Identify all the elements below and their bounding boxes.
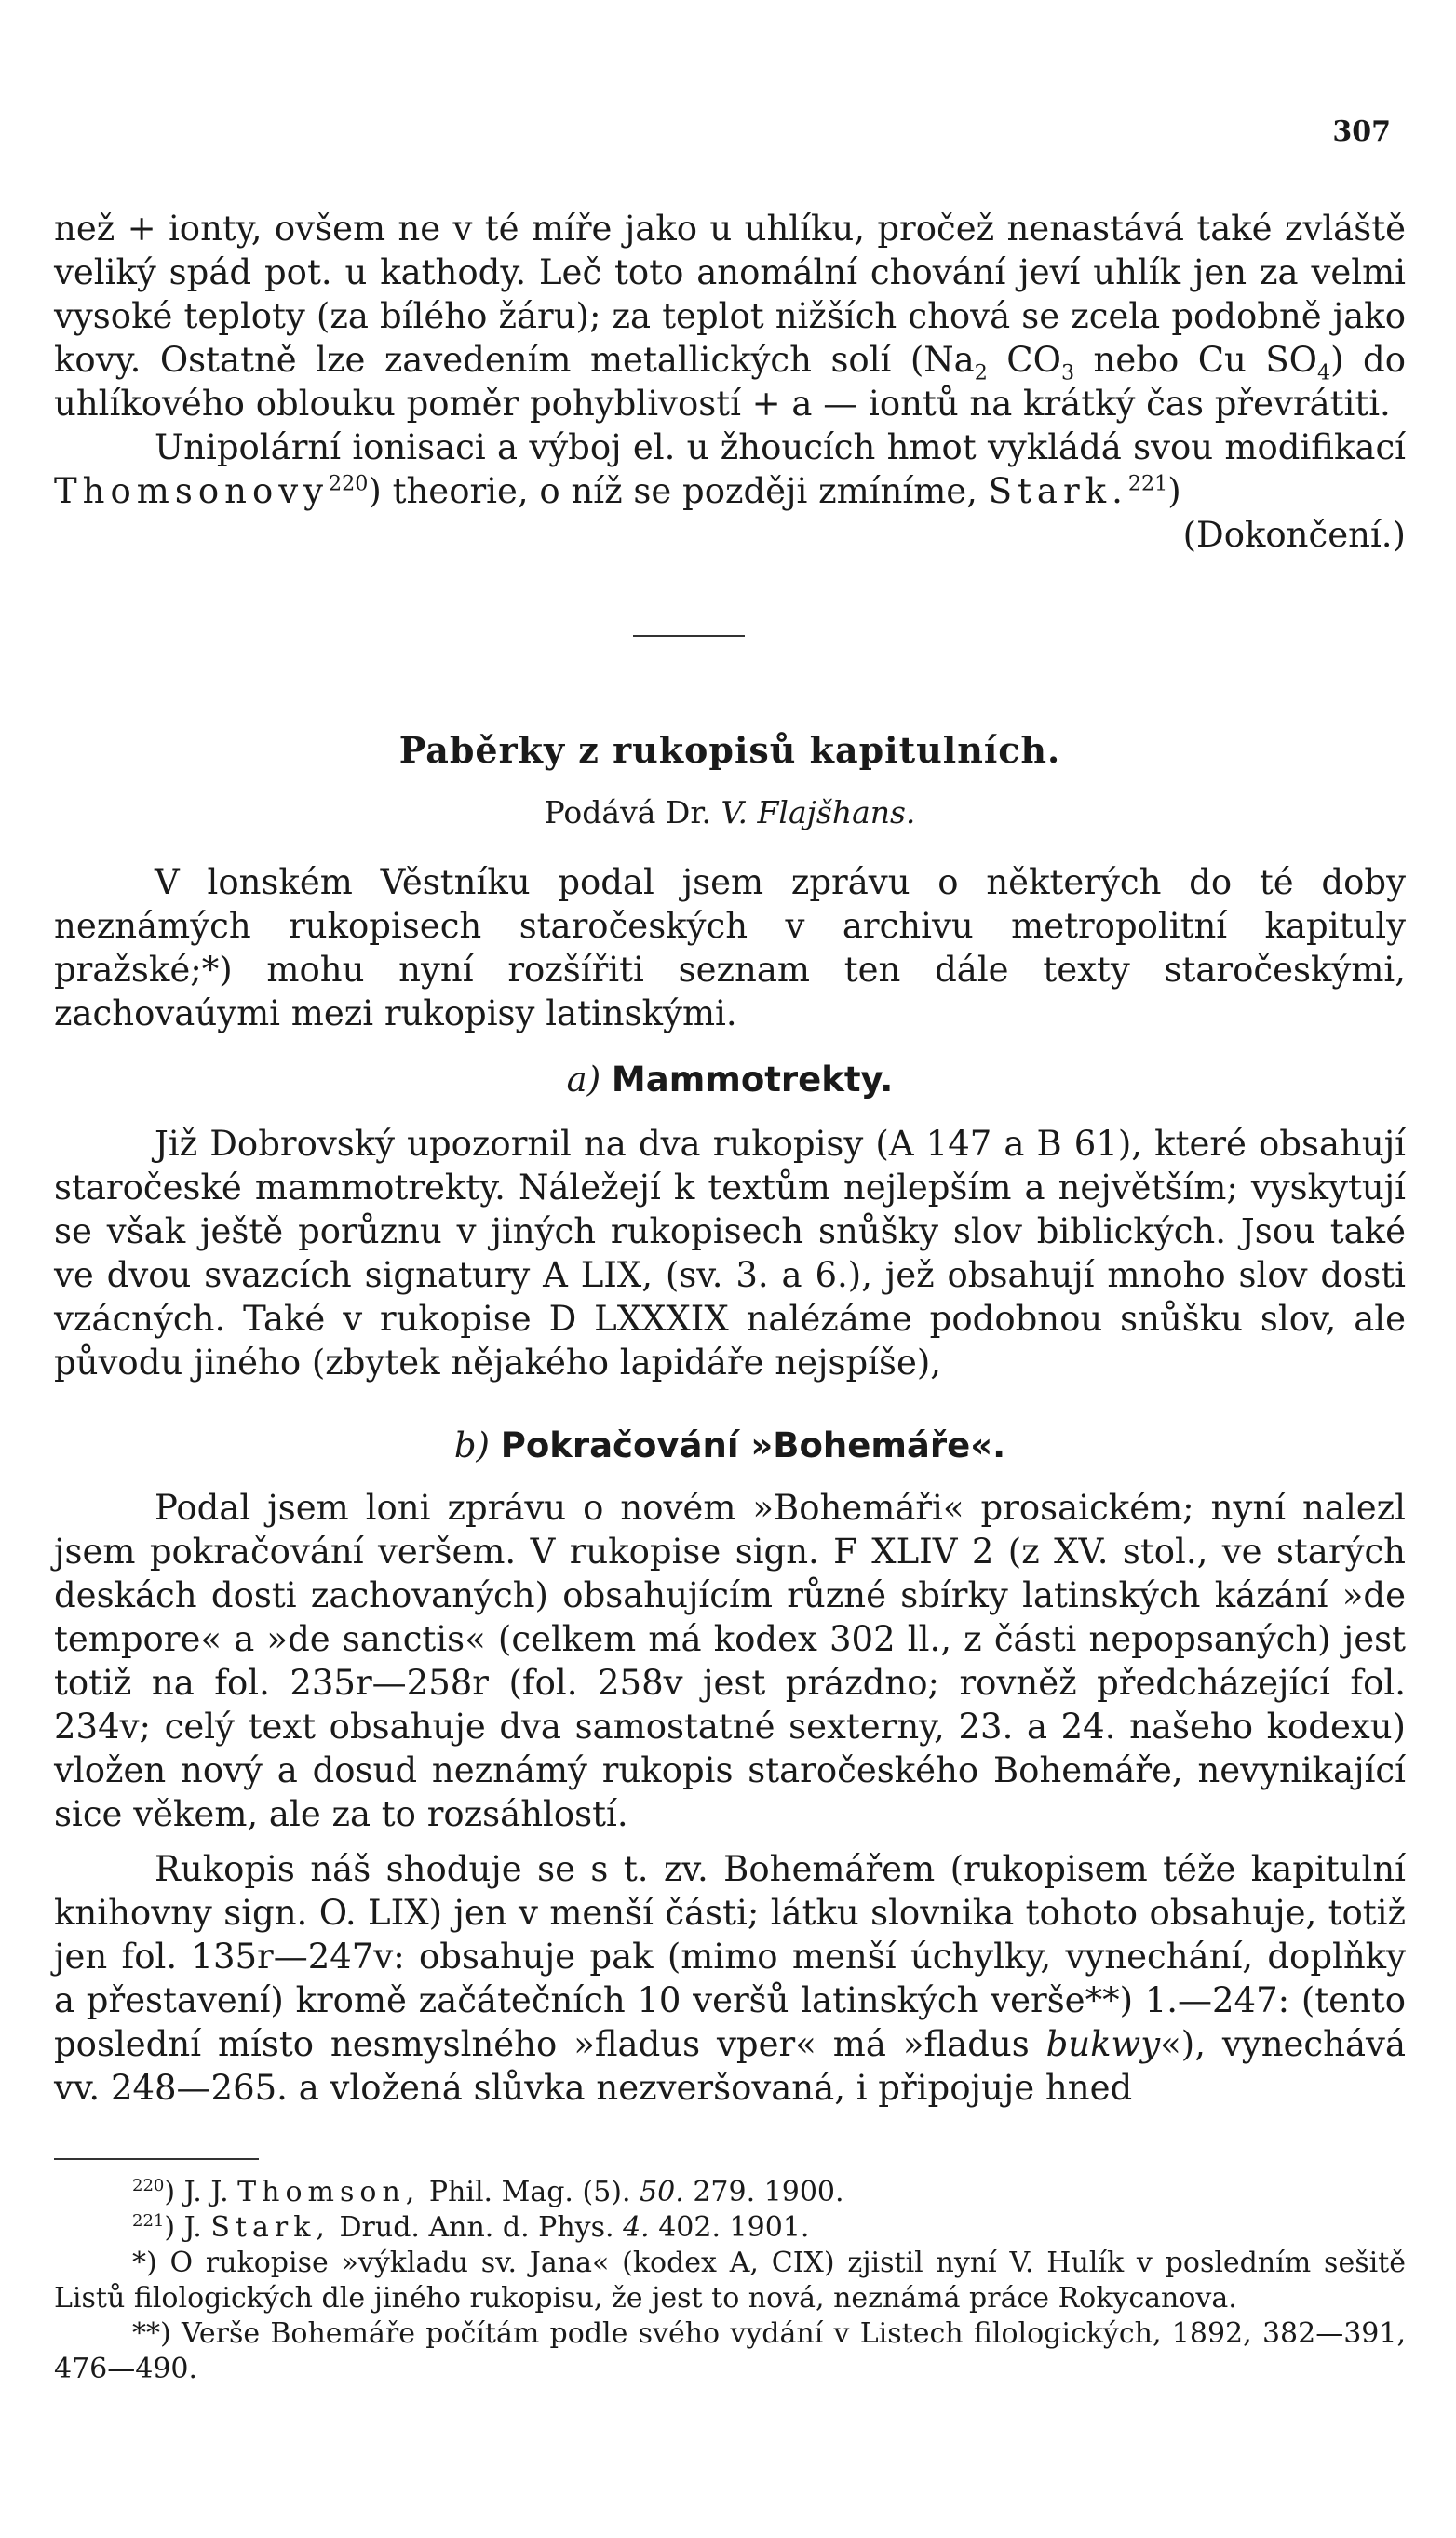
- footnote-220: $^{220}$) J. J. Thomson, Phil. Mag. (5). 50. 279. 1900.: [132, 2176, 844, 2208]
- section-a-heading: a) Mammotrekty.: [566, 1060, 894, 1100]
- intro-paragraph-2: Unipolární ionisaci a výboj el. u žhoucích hmot vykládá svou modifikací Thomsonovy$^{220}$) theorie, o níž se později zmíníme, Stark.$^{221}$): [54, 427, 1406, 511]
- intro-paragraph-1: než + ionty, ovšem ne v té míře jako u uhlíku, pročež nenastává také zvláště veliký spád pot. u kathody. Leč toto anomální chování jeví uhlík jen za velmi vysoké teploty (za bílého žáru); za teplot nižších chová se zcela podobně jako kovy. Ostatně lze zavedením metallických solí ($Na_2$ $CO_3$ nebo Cu $SO_4$) do uhlíkového oblouku poměr pohyblivostí + a — iontů na krátký čas převrátiti.: [54, 209, 1407, 424]
- article-section: [54, 728, 1406, 2110]
- article-paragraph-3: Podal jsem loni zprávu o novém »Bohemáři« prosaickém; nyní nalezl jsem pokračování veršem. V rukopise sign. F XLIV 2 (z XV. stol., ve starých deskách dosti zachovaných) obsahujícím různé sbírky latinských kázání »de tempore« a »de sanctis« (celkem má kodex 302 ll., z části nepopsaných) jest totiž na fol. 235r—258r (fol. 258v jest prázdno; rovněž předcházející fol. 234v; celý text obsahuje dva samostatné sexterny, 23. a 24. našeho kodexu) vložen nový a dosud neznámý rukopis staročeského Bohemáře, nevynikající sice věkem, ale za to rozsáhlostí.: [54, 1488, 1406, 1834]
- section-b-heading: b) Pokračování »Bohemáře«.: [453, 1425, 1006, 1465]
- concluded-note: (Dokončení.): [1182, 515, 1406, 555]
- footnote-221: $^{221}$) J. Stark, Drud. Ann. d. Phys. 4. 402. 1901.: [132, 2211, 810, 2244]
- page-number: 307: [1332, 115, 1391, 148]
- footnote-rule: [54, 2158, 259, 2160]
- article-title: Paběrky z rukopisů kapitulních.: [398, 729, 1061, 771]
- intro-section: [54, 207, 1406, 557]
- article-paragraph-1: V lonském Věstníku podal jsem zprávu o některých do té doby neznámých rukopisech staročeských v archivu metropolitní kapituly pražské;*) mohu nyní rozšířiti seznam ten dále texty staročeskými, zachovaúymi mezi rukopisy latinskými.: [54, 862, 1406, 1033]
- article-byline: Podává Dr. V. Flajšhans.: [544, 794, 916, 830]
- footnote-star: *) O rukopise »výkladu sv. Jana« (kodex A, CIX) zjistil nyní V. Hulík v posledním sešitě Listů filologických dle jiného rukopisu, že jest to nová, neznámá práce Rokycanova.: [54, 2247, 1406, 2315]
- footnote-double-star: **) Verše Bohemáře počítám podle svého vydání v Listech filologických, 1892, 382—391, 476—490.: [54, 2317, 1406, 2385]
- article-paragraph-4: Rukopis náš shoduje se s t. zv. Bohemářem (rukopisem téže kapitulní knihovny sign. O. LIX) jen v menší části; látku slovnika tohoto obsahuje, totiž jen fol. 135r—247v: obsahuje pak (mimo menší úchylky, vynechání, doplňky a přestavení) kromě začátečních 10 veršů latinských verše**) 1.—247: (tento poslední místo nesmyslného »fladus vper« má »fladus bukwy«), vynechává vv. 248—265. a vložená slůvka nezveršovaná, i připojuje hned: [54, 1849, 1407, 2108]
- article-paragraph-2: Již Dobrovský upozornil na dva rukopisy (A 147 a B 61), které obsahují staročeské mammotrekty. Náležejí k textům nejlepším a největším; vyskytují se však ještě porůznu v jiných rukopisech snůšky slov biblických. Jsou také ve dvou svazcích signatury A LIX, (sv. 3. a 6.), jež obsahují mnoho slov dosti vzácných. Také v rukopise D LXXXIX nalézáme podobnou snůšku slov, ale původu jiného (zbytek nějakého lapidáře nejspíše),: [54, 1124, 1406, 1383]
- footnotes: [54, 2175, 1406, 2387]
- section-divider: [633, 635, 745, 637]
